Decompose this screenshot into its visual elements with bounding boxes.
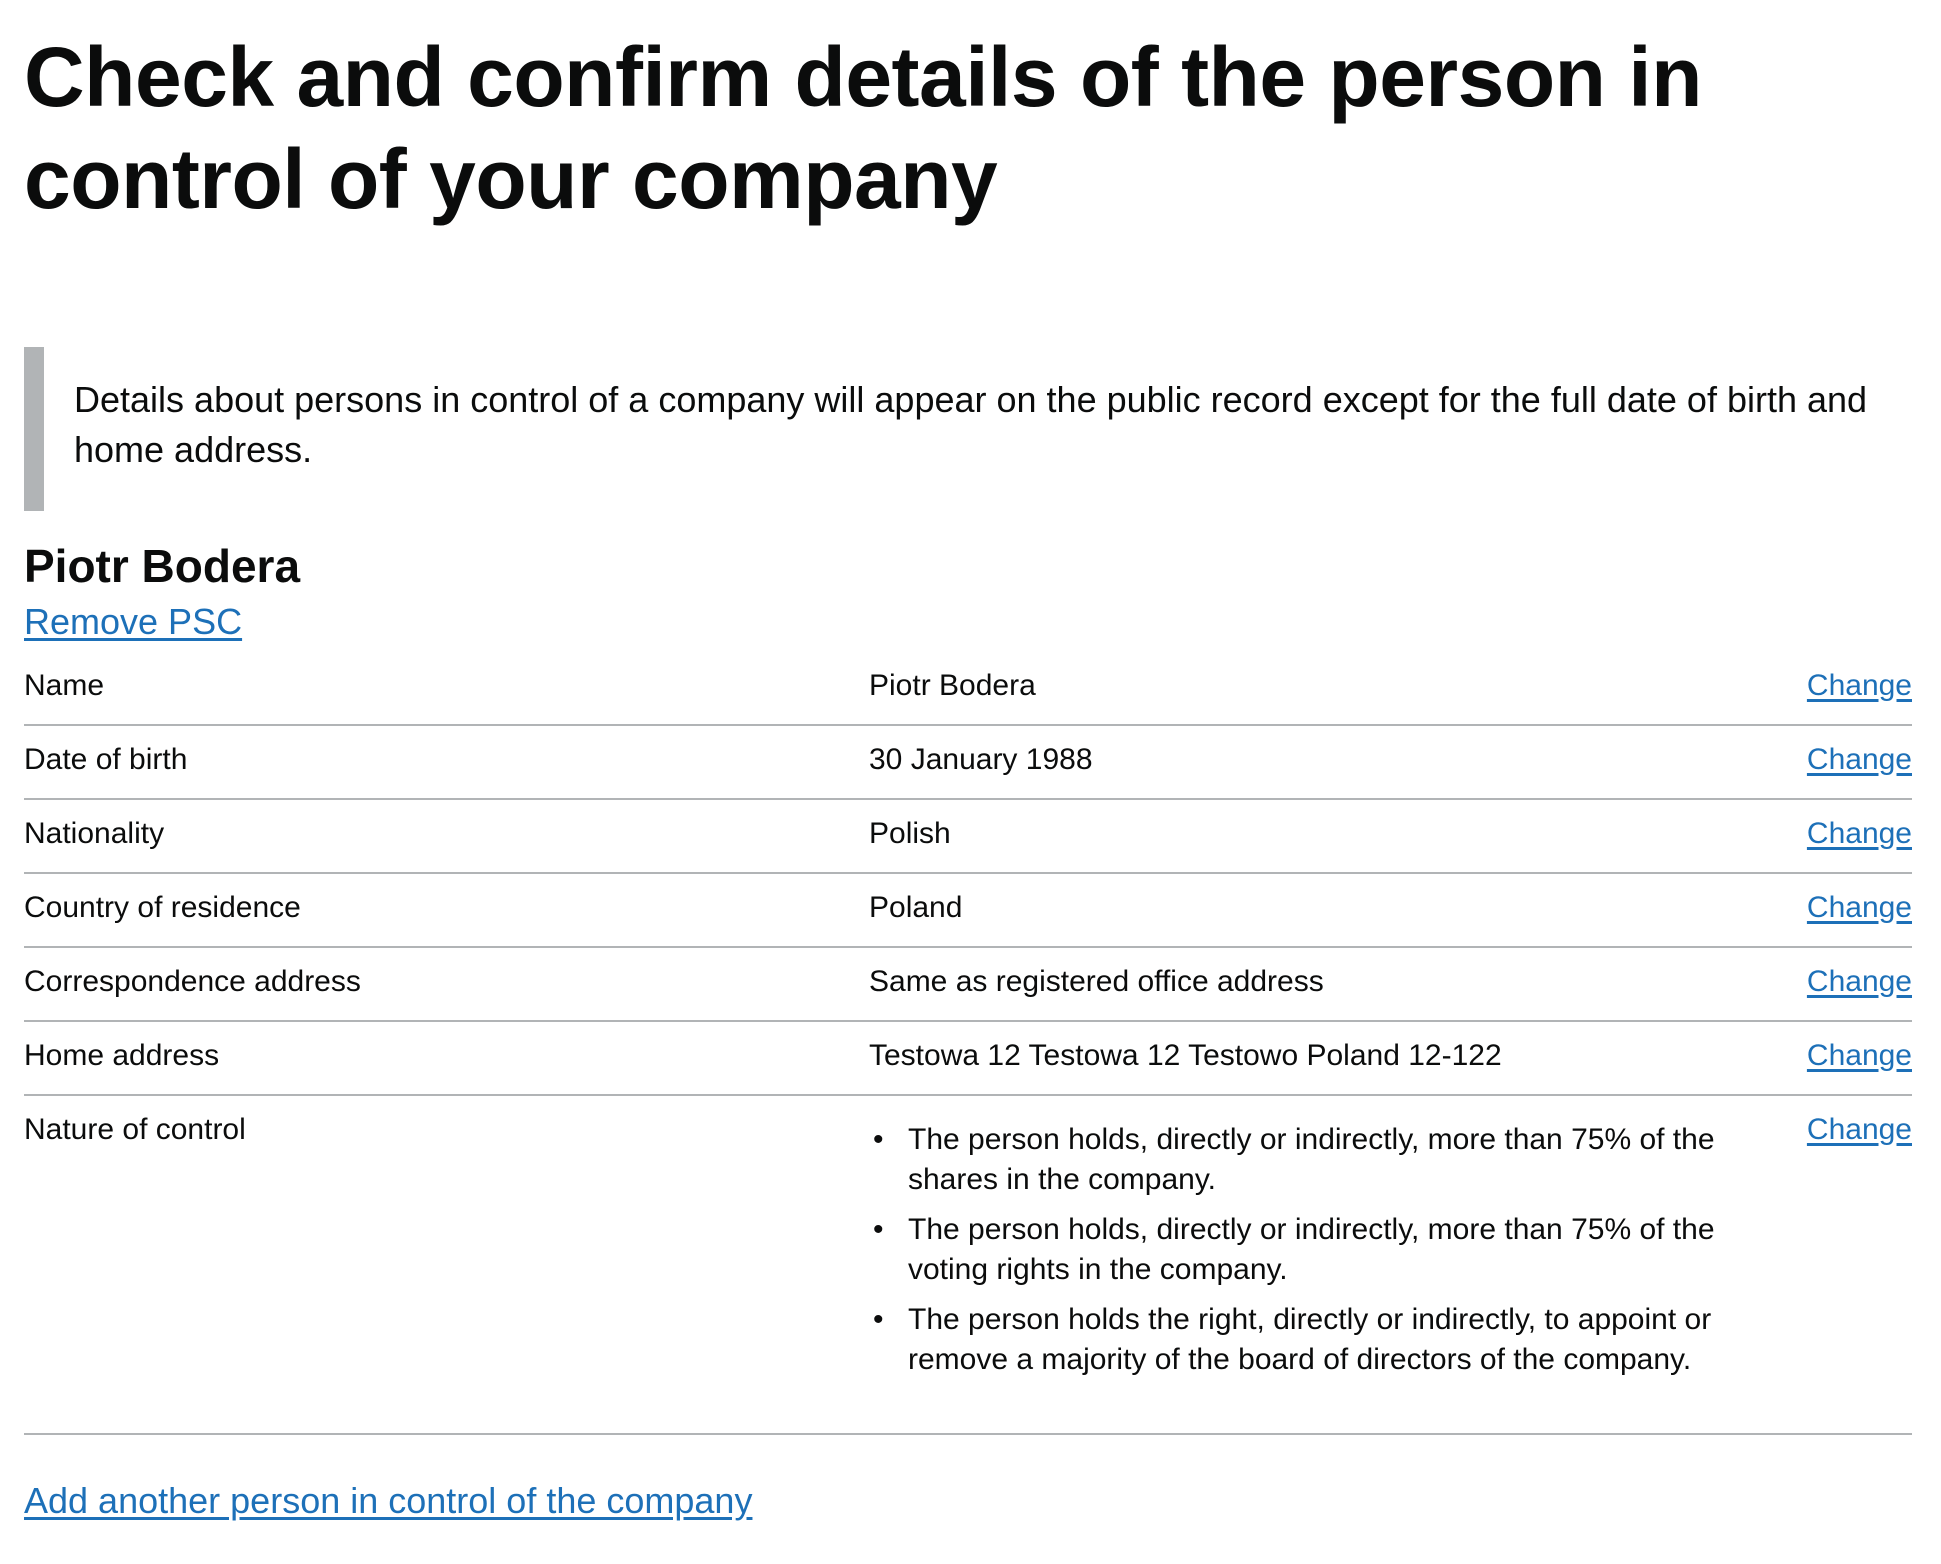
summary-key: Nature of control bbox=[24, 1113, 246, 1146]
change-correspondence-address-link[interactable]: Change bbox=[1806, 965, 1912, 998]
bullet-icon: • bbox=[873, 1123, 884, 1156]
inset-text bbox=[24, 347, 1912, 511]
list-item bbox=[869, 1300, 1748, 1380]
list-item bbox=[869, 1120, 1748, 1200]
change-nationality-link[interactable]: Change bbox=[1806, 817, 1912, 850]
summary-key: Nationality bbox=[24, 817, 165, 850]
summary-value: 30 January 1988 bbox=[869, 743, 1093, 776]
page-title: Check and confirm details of the person in control of your company bbox=[24, 30, 1702, 226]
summary-value: Polish bbox=[869, 817, 951, 850]
psc-name-heading: Piotr Bodera bbox=[24, 540, 301, 592]
bullet-icon: • bbox=[873, 1213, 884, 1246]
summary-row-correspondence-address bbox=[24, 948, 1912, 1022]
add-another-person-link[interactable]: Add another person in control of the company bbox=[24, 1480, 753, 1521]
list-item bbox=[869, 1210, 1748, 1290]
summary-row-name bbox=[24, 652, 1912, 726]
nature-of-control-list bbox=[869, 1120, 1749, 1380]
change-home-address-link[interactable]: Change bbox=[1806, 1039, 1912, 1072]
list-item-text: The person holds the right, directly or indirectly, to appoint or remove a majority of the board of directors of the company. bbox=[908, 1303, 1712, 1376]
summary-key: Correspondence address bbox=[24, 965, 361, 998]
summary-row-date-of-birth bbox=[24, 726, 1912, 800]
summary-value: Same as registered office address bbox=[869, 965, 1324, 998]
list-item-text: The person holds, directly or indirectly, more than 75% of the voting rights in the company. bbox=[908, 1213, 1715, 1286]
change-country-of-residence-link[interactable]: Change bbox=[1806, 891, 1912, 924]
summary-key: Country of residence bbox=[24, 891, 301, 924]
summary-key: Home address bbox=[24, 1039, 220, 1072]
change-nature-of-control-link[interactable]: Change bbox=[1806, 1113, 1912, 1146]
change-name-link[interactable]: Change bbox=[1806, 669, 1912, 702]
inset-text-content: Details about persons in control of a company will appear on the public record except for the full date of birth and home address. bbox=[74, 379, 1868, 470]
summary-row-home-address bbox=[24, 1022, 1912, 1096]
remove-psc-link[interactable]: Remove PSC bbox=[24, 601, 243, 642]
bullet-icon: • bbox=[873, 1303, 884, 1336]
summary-value: Testowa 12 Testowa 12 Testowo Poland 12-122 bbox=[869, 1039, 1502, 1072]
page-container bbox=[24, 0, 1912, 1521]
summary-key: Date of birth bbox=[24, 743, 188, 776]
summary-key: Name bbox=[24, 669, 105, 702]
summary-list bbox=[24, 652, 1912, 1435]
summary-row-country-of-residence bbox=[24, 874, 1912, 948]
summary-value: Poland bbox=[869, 891, 963, 924]
summary-row-nationality bbox=[24, 800, 1912, 874]
summary-value bbox=[869, 1110, 1749, 1380]
summary-value: Piotr Bodera bbox=[869, 669, 1036, 702]
summary-row-nature-of-control bbox=[24, 1096, 1912, 1435]
change-date-of-birth-link[interactable]: Change bbox=[1806, 743, 1912, 776]
list-item-text: The person holds, directly or indirectly, more than 75% of the shares in the company. bbox=[908, 1123, 1715, 1196]
